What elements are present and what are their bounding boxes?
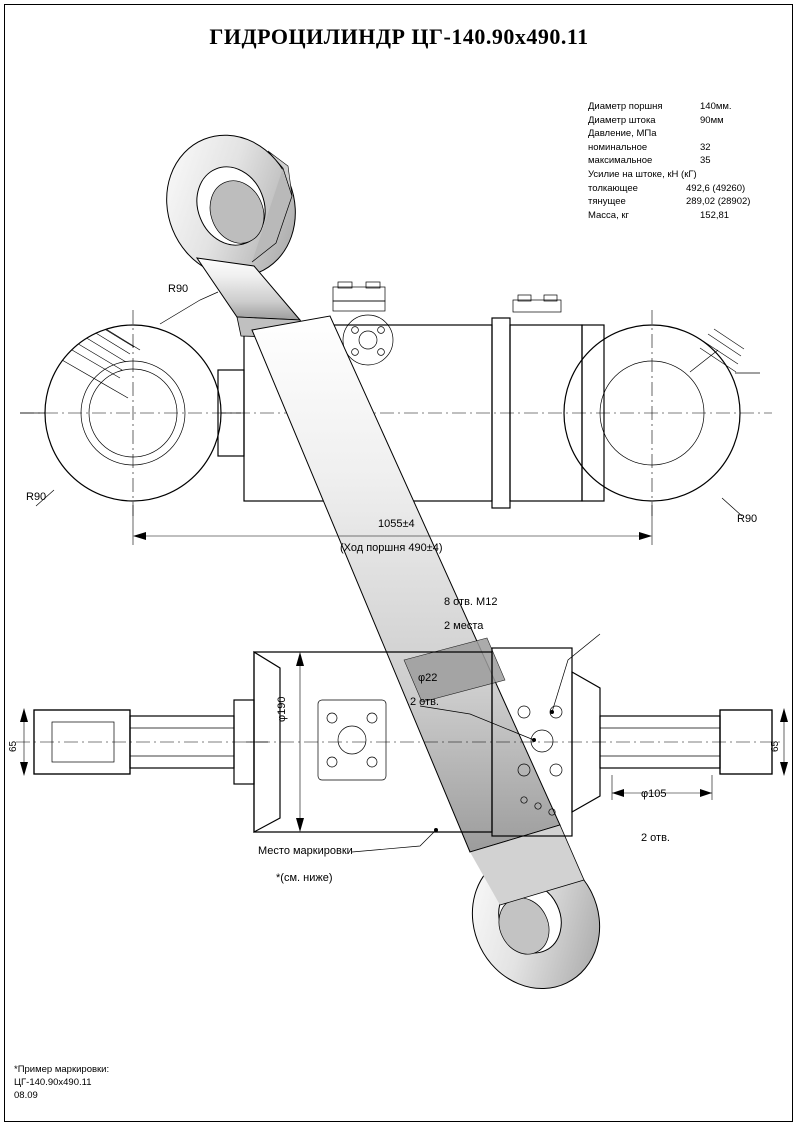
annotation-phi190: φ190 [276,696,288,722]
spec-label: номинальное [588,141,648,153]
annotation-phi105: φ105 [641,788,667,800]
spec-label: Давление, МПа [588,128,657,140]
footer-line-2: ЦГ-140.90х490.11 [14,1077,92,1088]
dimension-label-stroke: (Ход поршня 490±4) [340,542,443,554]
spec-label: Диаметр штока [588,114,656,126]
annotation-marking-ref: *(см. ниже) [276,872,333,884]
iso-barrel [252,316,560,852]
spec-value: 32 [700,141,711,153]
dimension-65-right [780,708,788,776]
dimension-label-length: 1055±4 [378,518,415,530]
spec-value: 35 [700,155,711,167]
spec-label: максимальное [588,155,653,167]
spec-label: Масса, кг [588,209,629,221]
annotation-phi22: φ22 [418,672,438,684]
spec-label: Диаметр поршня [588,101,663,112]
annotation-r90-top-left: R90 [168,283,189,295]
footer-note [14,1063,109,1102]
dimension-label-65-right: 65 [770,740,781,752]
annotation-r90-left: R90 [26,491,47,503]
iso-upper-eye [146,116,317,338]
spec-label: толкающее [588,182,638,194]
spec-value: 140мм. [700,101,732,112]
spec-label: Усилие на штоке, кН (кГ) [588,168,697,180]
spec-value: 289,02 (28902) [686,196,751,208]
iso-lower-eye [450,825,623,1010]
isometric-cylinder [146,116,623,1010]
annotation-r90-right: R90 [737,513,758,525]
annotation-phi105-places: 2 отв. [641,832,670,844]
footer-line-3: 08.09 [14,1090,38,1101]
annotation-marking-place: Место маркировки [258,845,353,857]
port-block-right [513,295,561,312]
dimension-phi190 [296,652,304,832]
footer-line-1: *Пример маркировки: [14,1064,110,1075]
port-block-left [333,282,385,311]
spec-value: 90мм [700,114,724,126]
dimension-label-65-left: 65 [8,740,19,752]
annotation-holes-m12-places: 2 места [444,620,484,632]
top-view-flange-face [343,315,393,365]
page-title: ГИДРОЦИЛИНДР ЦГ-140.90х490.11 [209,24,589,49]
spec-value: 492,6 (49260) [686,182,746,194]
annotation-holes-m12: 8 отв. М12 [444,596,498,608]
section-flange-plate [318,700,386,780]
spec-value: 152,81 [700,209,730,221]
spec-label: тянущее [588,196,626,208]
top-view-left-eye [20,318,244,501]
annotation-phi22-places: 2 отв. [410,696,439,708]
